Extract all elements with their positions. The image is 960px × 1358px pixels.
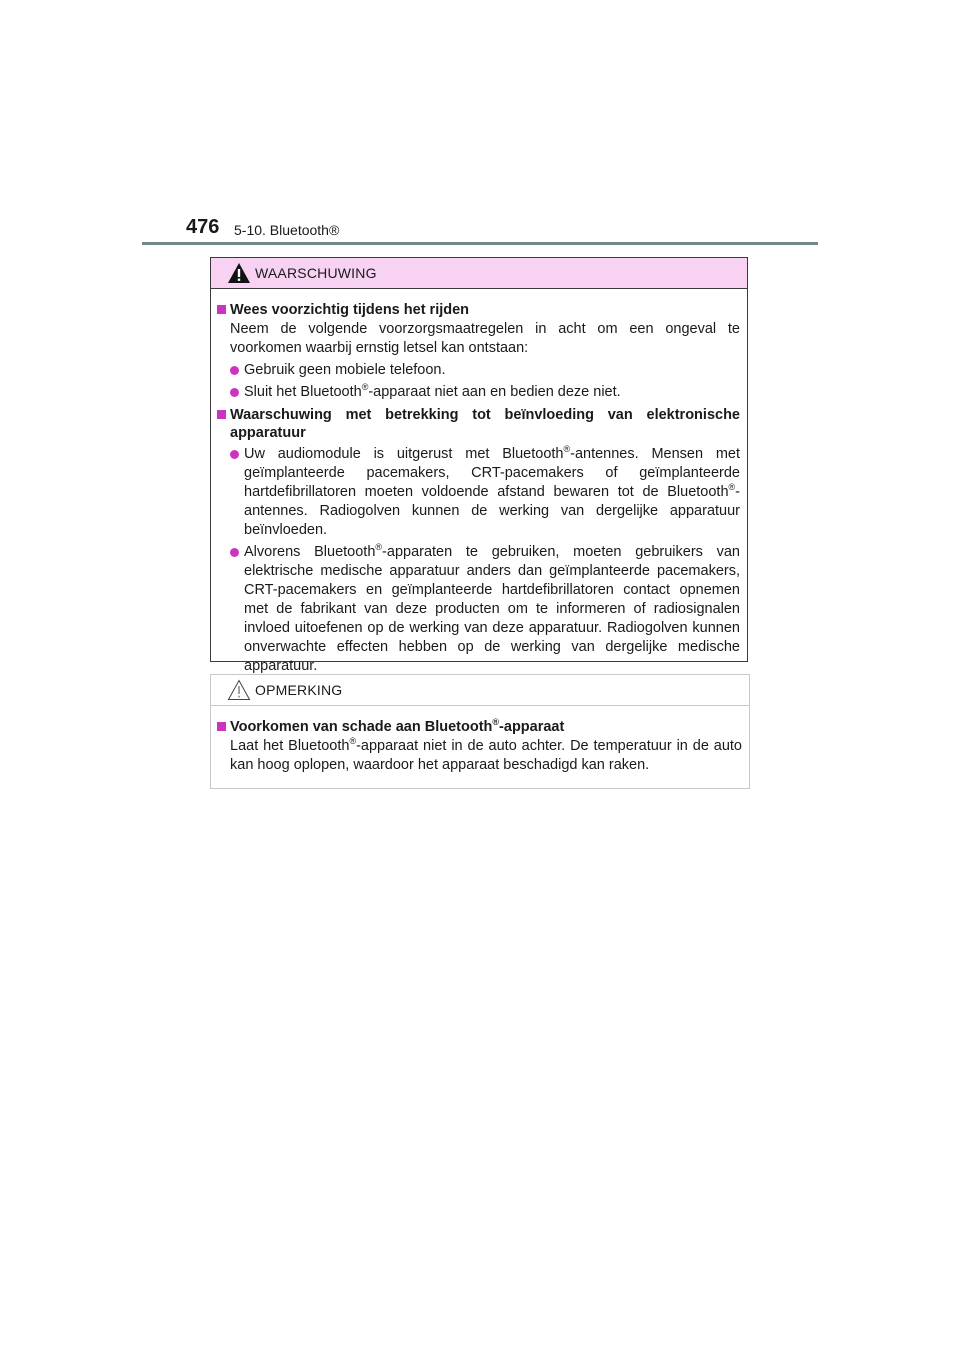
- warning-label: WAARSCHUWING: [255, 265, 377, 281]
- note-body: [211, 706, 749, 775]
- warning-topic-driving: [217, 301, 740, 319]
- warning-topic-interference: [217, 406, 740, 442]
- round-bullet-icon: [230, 548, 239, 557]
- note-label: OPMERKING: [255, 682, 343, 698]
- topic-title: Wees voorzichtig tijdens het rijden: [230, 302, 470, 318]
- list-item-text: Alvorens Bluetooth®-apparaten te gebruiken, moeten gebruikers van elektrische medische apparatuur anders dan geïmplanteerde pacemakers, CRT-pacemakers en geïmplanteerde hartdefibrillatoren contact opnemen met de fabrikant van deze producten om te informeren of radiosignalen invloed uitoefenen op de werking van deze apparatuur. Radiogolven kunnen onverwachte effecten hebben op de werking van dergelijke medische apparatuur.: [244, 542, 740, 674]
- list-item-text: Sluit het Bluetooth®-apparaat niet aan en bedien deze niet.: [244, 382, 621, 400]
- list-item: [230, 383, 740, 402]
- topic-intro: Neem de volgende voorzorgsmaatregelen in acht om een ongeval te voorkomen waarbij ernstig letsel kan ontstaan:: [230, 321, 740, 356]
- warning-box: [210, 257, 748, 674]
- section-title: 5-10. Bluetooth®: [234, 222, 340, 238]
- topic-title: Voorkomen van schade aan Bluetooth®-apparaat: [230, 717, 565, 735]
- registered-mark: ®: [375, 542, 383, 552]
- note-box: [210, 674, 750, 789]
- list-item: [230, 361, 740, 380]
- list-item-text: Gebruik geen mobiele telefoon.: [244, 362, 446, 378]
- warning-body: [211, 289, 747, 676]
- list-item: [230, 543, 740, 676]
- header-rule: [142, 242, 818, 245]
- topic-title: Waarschuwing met betrekking tot beïnvloeding van elektronische apparatuur: [230, 407, 740, 441]
- caution-triangle-outline-icon: [227, 679, 251, 701]
- registered-mark: ®: [349, 736, 357, 746]
- list-item-text: Uw audiomodule is uitgerust met Bluetooth®-antennes. Mensen met geïmplanteerde pacemakers, CRT-pacemakers of geïmplanteerde hartdefibrillatoren moeten voldoende afstand bewaren tot de Bluetooth®-antennes. Radiogolven kunnen de werking van dergelijke apparatuur beïnvloeden.: [244, 444, 740, 538]
- registered-mark: ®: [728, 482, 736, 492]
- round-bullet-icon: [230, 450, 239, 459]
- registered-mark: ®: [361, 382, 369, 392]
- square-bullet-icon: [217, 410, 226, 419]
- warning-header: [211, 258, 747, 289]
- warning-triangle-icon: [227, 262, 251, 284]
- registered-mark: ®: [563, 444, 571, 454]
- note-header: [211, 675, 749, 706]
- registered-mark: ®: [492, 717, 500, 727]
- note-topic-damage: [217, 718, 742, 736]
- page-number: 476: [186, 216, 220, 238]
- topic-text: Laat het Bluetooth®-apparaat niet in de auto achter. De temperatuur in de auto kan hoog oplopen, waardoor het apparaat beschadigd kan raken.: [230, 736, 743, 773]
- square-bullet-icon: [217, 722, 226, 731]
- round-bullet-icon: [230, 366, 239, 375]
- square-bullet-icon: [217, 305, 226, 314]
- round-bullet-icon: [230, 388, 239, 397]
- list-item: [230, 445, 740, 540]
